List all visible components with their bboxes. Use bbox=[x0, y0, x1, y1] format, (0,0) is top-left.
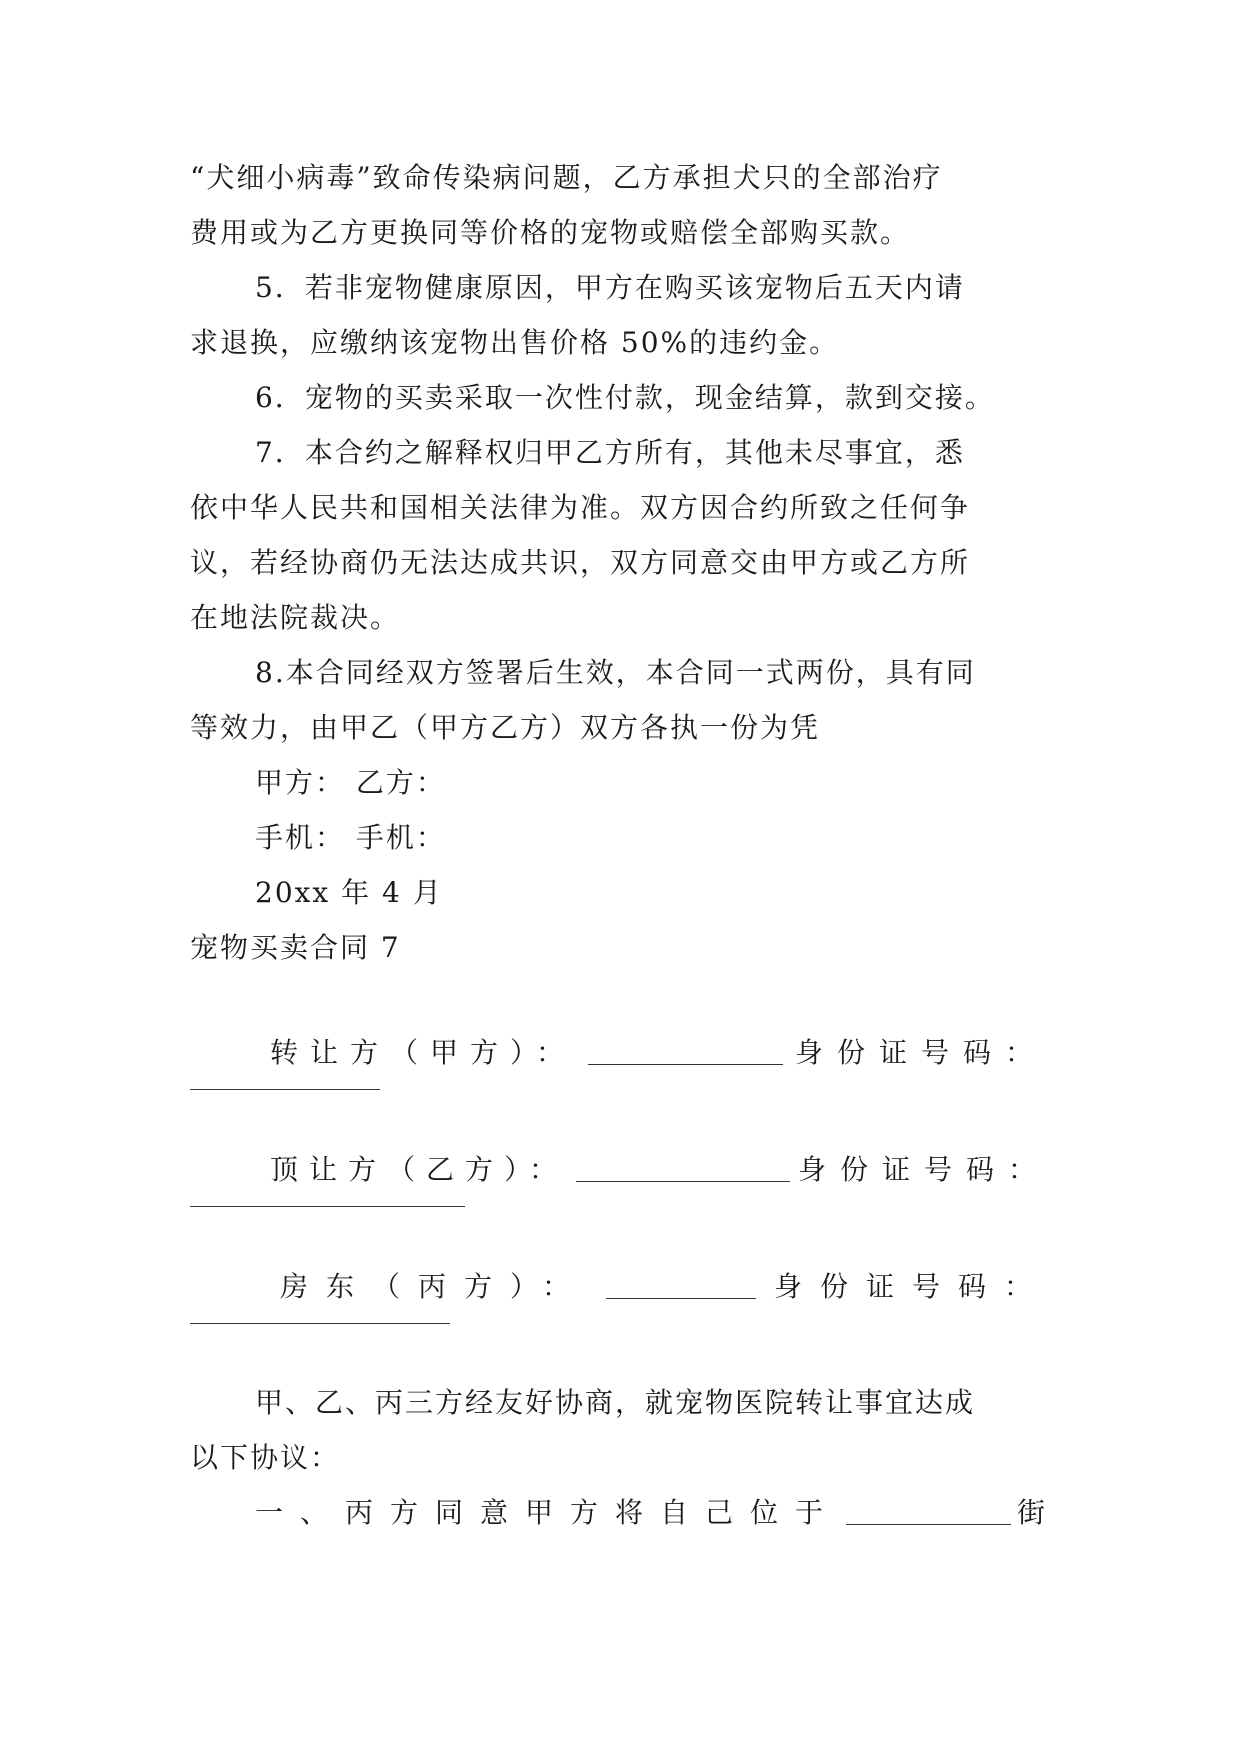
transferor-id-blank bbox=[190, 1088, 380, 1090]
transferor-id-label: 身份证号码： bbox=[795, 1036, 1048, 1069]
text-line: 等效力，由甲乙（甲方乙方）双方各执一份为凭 bbox=[190, 711, 821, 744]
transferor-row bbox=[270, 1033, 1050, 1073]
clause-1-text: 一、丙方同意甲方将自己位于 bbox=[255, 1496, 841, 1529]
text-line: 依中华人民共和国相关法律为准。双方因合约所致之任何争 bbox=[190, 491, 971, 524]
landlord-label: 房东（丙方）： bbox=[280, 1270, 589, 1303]
text-line: 8.本合同经双方签署后生效，本合同一式两份，具有同 bbox=[255, 656, 976, 689]
contract-heading: 宠物买卖合同 7 bbox=[190, 931, 401, 964]
transferee-id-blank bbox=[190, 1205, 465, 1207]
text-line: 在地法院裁决。 bbox=[190, 601, 401, 634]
agreement-intro: 甲、乙、丙三方经友好协商，就宠物医院转让事宜达成 bbox=[255, 1386, 976, 1419]
landlord-id-blank bbox=[190, 1322, 450, 1324]
signature-date-line: 20xx 年 4 月 bbox=[255, 876, 443, 909]
text-line: 费用或为乙方更换同等价格的宠物或赔偿全部购买款。 bbox=[190, 216, 911, 249]
agreement-intro-cont: 以下协议： bbox=[190, 1441, 341, 1474]
text-line: “犬细小病毒”致命传染病问题，乙方承担犬只的全部治疗 bbox=[190, 161, 943, 194]
text-line: 7．本合约之解释权归甲乙方所有，其他未尽事宜，悉 bbox=[255, 436, 965, 469]
text-line: 议，若经协商仍无法达成共识，双方同意交由甲方或乙方所 bbox=[190, 546, 971, 579]
transferor-name-blank bbox=[588, 1042, 783, 1065]
transferee-id-label: 身份证号码： bbox=[797, 1153, 1050, 1186]
signature-phone-line: 手机： 手机： bbox=[255, 821, 446, 854]
landlord-row bbox=[280, 1267, 1050, 1307]
transferor-label: 转让方（甲方）： bbox=[270, 1036, 577, 1069]
signature-party-line: 甲方： 乙方： bbox=[255, 766, 446, 799]
transferee-label: 顶让方（乙方）： bbox=[270, 1153, 569, 1186]
transferee-row bbox=[270, 1150, 1050, 1190]
landlord-id-label: 身份证号码： bbox=[773, 1270, 1050, 1303]
clause-1-location-blank bbox=[846, 1502, 1011, 1525]
clause-1-text-end: 街 bbox=[1017, 1496, 1048, 1529]
text-line: 5．若非宠物健康原因，甲方在购买该宠物后五天内请 bbox=[255, 271, 965, 304]
text-line: 求退换，应缴纳该宠物出售价格 50%的违约金。 bbox=[190, 326, 840, 359]
transferee-name-blank bbox=[576, 1159, 790, 1182]
text-line: 6．宠物的买卖采取一次性付款，现金结算，款到交接。 bbox=[255, 381, 995, 414]
clause-1-line bbox=[255, 1493, 1050, 1533]
landlord-name-blank bbox=[606, 1276, 756, 1299]
